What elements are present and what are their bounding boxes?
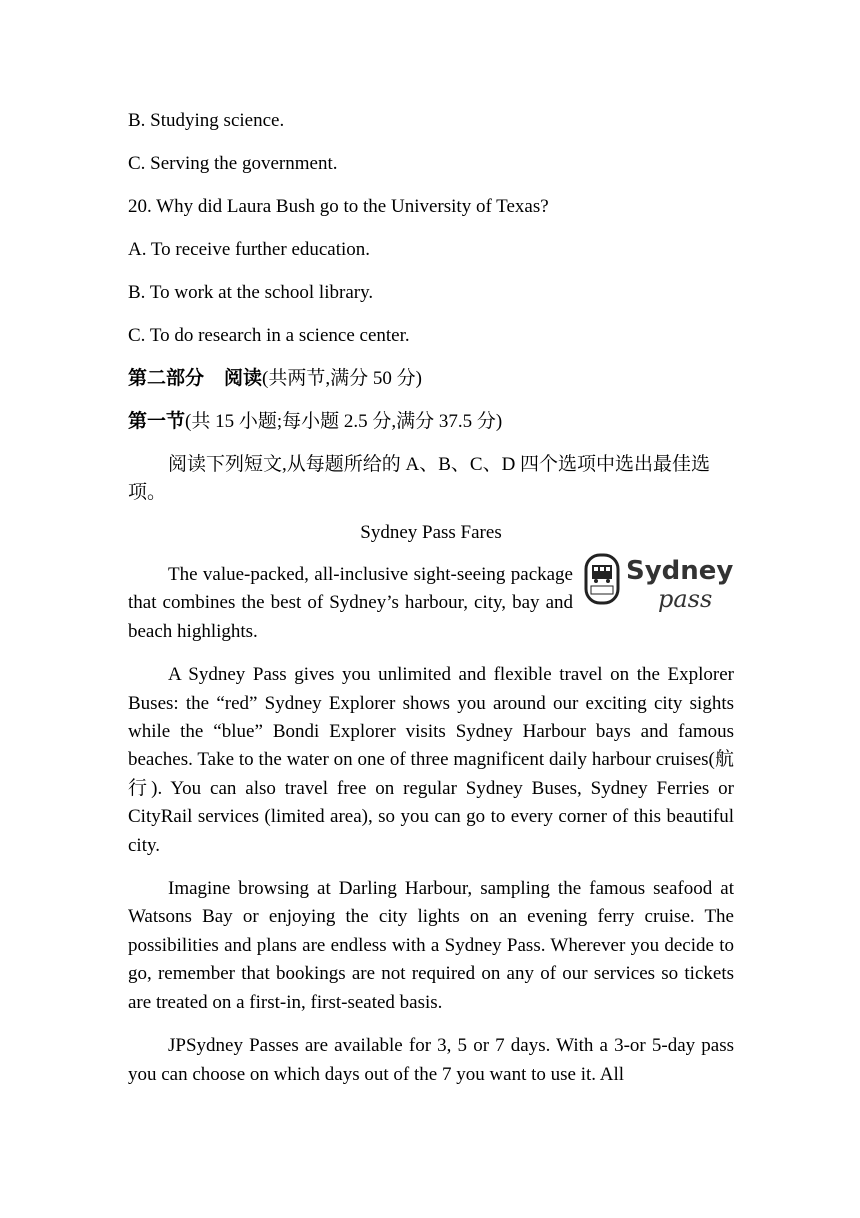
paragraph-4: JPSydney Passes are available for 3, 5 or 7 days. With a 3-or 5-day pass you can choose on which days out of the 7 you want to use it. All <box>128 1035 734 1085</box>
intro-block <box>128 556 734 646</box>
paragraph-3: Imagine browsing at Darling Harbour, sampling the famous seafood at Watsons Bay or enjoying the city lights on an evening ferry cruise. The possibilities and plans are endless with a Sydney Pass. Wherever you decide to go, remember that bookings are not required on any of our services so tickets are treated on a first-in, first-seated basis. <box>128 878 734 1013</box>
option-a-education: A. To receive further education. <box>128 239 371 260</box>
article-title: Sydney Pass Fares <box>360 522 502 543</box>
option-c-research: C. To do research in a science center. <box>128 325 410 346</box>
part-title: 阅读 <box>224 368 263 389</box>
part-detail: (共两节,满分 50 分) <box>262 368 422 389</box>
sydney-pass-logo <box>584 549 734 623</box>
sub-detail: (共 15 小题;每小题 2.5 分,满分 37.5 分) <box>185 411 503 432</box>
logo-text-sydney: Sydney <box>626 556 734 586</box>
question-20: 20. Why did Laura Bush go to the University of Texas? <box>128 196 549 217</box>
part-label: 第二部分 <box>128 368 205 389</box>
instruction: 阅读下列短文,从每题所给的 A、B、C、D 四个选项中选出最佳选项。 <box>128 454 711 503</box>
option-b-science: B. Studying science. <box>128 110 285 131</box>
document-page <box>128 104 734 1089</box>
part-heading <box>128 362 734 405</box>
paragraph-2: A Sydney Pass gives you unlimited and flexible travel on the Explorer Buses: the “red” Sydney Explorer shows you around our exciting city sights while the “blue” Bondi Explorer visits Sydney Harbour bays and famous beaches. Take to the water on one of three magnificent daily harbour cruises(航行). You can also travel free on regular Sydney Buses, Sydney Ferries or CityRail services (limited area), so you can go to every corner of this beautiful city. <box>128 664 734 856</box>
sub-label: 第一节 <box>128 411 186 432</box>
sub-heading <box>128 405 734 448</box>
option-b-library: B. To work at the school library. <box>128 282 374 303</box>
paragraph-1: The value-packed, all-inclusive sight-seeing package that combines the best of Sydney’s harbour, city, bay and beach highlights. <box>128 564 573 642</box>
logo-text-pass: pass <box>658 585 713 613</box>
option-c-government: C. Serving the government. <box>128 153 338 174</box>
